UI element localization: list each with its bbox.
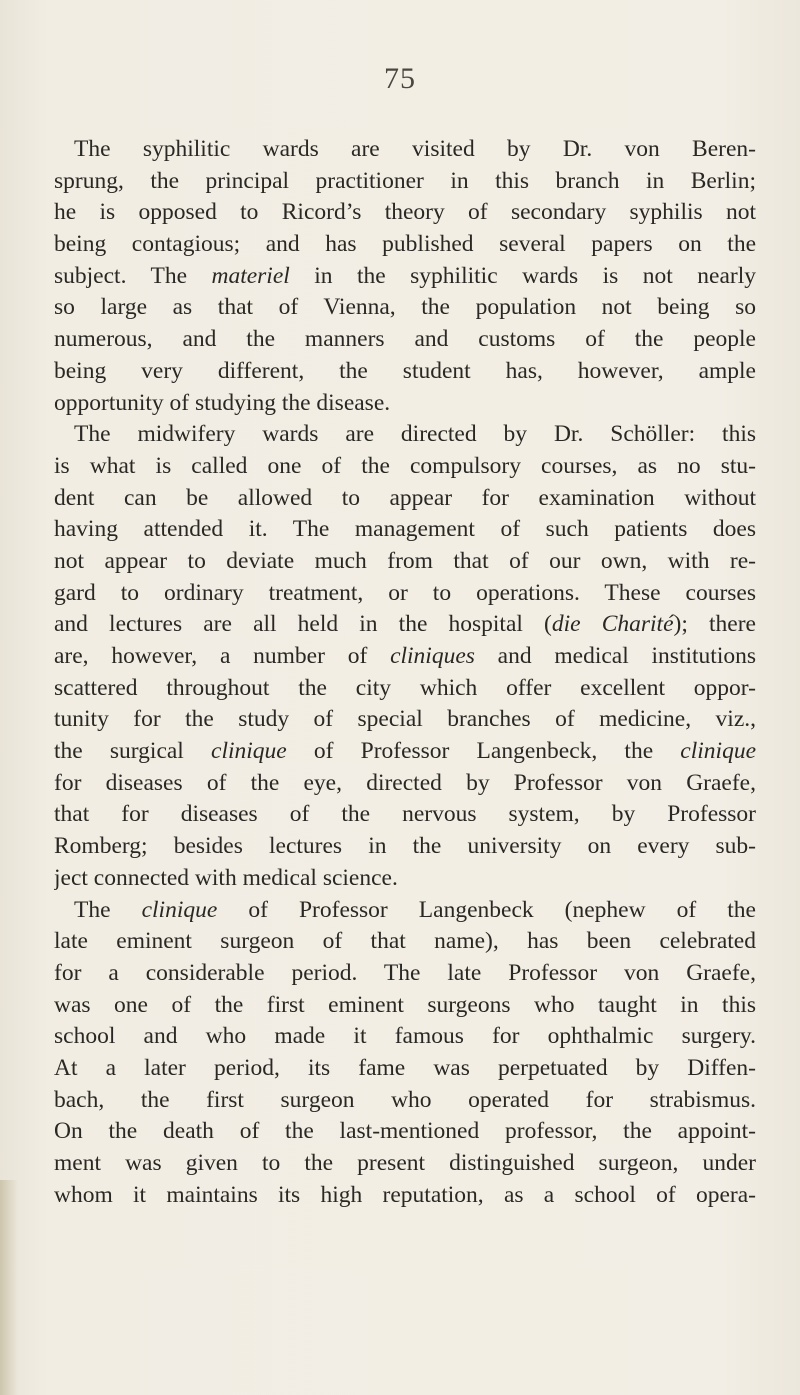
text-run: was one of the first eminent surgeons who taught in this xyxy=(54,991,756,1018)
text-run: sprung, the principal practitioner in this branch in Berlin; xyxy=(54,167,756,194)
text-run: ject connected with medical science. xyxy=(54,864,398,891)
text-run: The syphilitic wards are visited by Dr. von Beren- xyxy=(74,136,756,162)
text-run: ment was given to the present distinguished surgeon, under xyxy=(54,1150,756,1176)
text-line xyxy=(54,1180,756,1212)
text-line xyxy=(54,1085,756,1117)
text-line xyxy=(54,609,756,641)
text-run: gard to ordinary treatment, or to operations. These courses xyxy=(54,579,756,606)
body-text xyxy=(54,134,756,1211)
text-line xyxy=(54,768,756,800)
text-run: and lectures are all held in the hospital ( xyxy=(54,611,552,638)
text-run: school and who made it famous for ophthalmic surgery. xyxy=(54,1023,756,1050)
text-run: having attended it. The management of such patients does xyxy=(54,516,756,543)
text-line xyxy=(54,926,756,958)
italic-text: die Charité xyxy=(551,611,674,638)
text-line xyxy=(54,895,756,927)
text-line xyxy=(54,388,756,420)
text-run: for diseases of the eye, directed by Professor von Graefe, xyxy=(54,769,756,796)
text-line xyxy=(54,229,756,261)
text-run: opportunity of studying the disease. xyxy=(54,389,391,416)
text-run: late eminent surgeon of that name), has been celebrated xyxy=(54,928,756,955)
text-run: subject. The xyxy=(54,262,212,289)
text-run: in the syphilitic wards is not nearly xyxy=(289,262,756,289)
text-line xyxy=(54,1116,756,1148)
italic-text: clinique xyxy=(141,896,218,923)
text-line xyxy=(54,546,756,578)
text-line xyxy=(54,578,756,610)
text-line xyxy=(54,514,756,546)
text-run: of Professor Langenbeck (nephew of the xyxy=(217,896,756,923)
italic-text: clinique xyxy=(211,738,287,765)
text-line xyxy=(54,197,756,229)
text-run: so large as that of Vienna, the population not being so xyxy=(54,294,756,321)
italic-text: materiel xyxy=(211,262,290,289)
text-run: of Professor Langenbeck, the xyxy=(286,738,681,765)
text-line xyxy=(54,166,756,198)
text-line xyxy=(54,736,756,768)
text-line xyxy=(54,451,756,483)
text-run: dent can be allowed to appear for examination without xyxy=(54,484,756,511)
text-run: numerous, and the manners and customs of the people xyxy=(54,326,756,353)
text-line xyxy=(54,831,756,863)
text-line xyxy=(54,1148,756,1180)
text-run: that for diseases of the nervous system, by Professor xyxy=(54,801,756,828)
text-run: for a considerable period. The late Professor von Graefe, xyxy=(54,959,756,986)
text-line xyxy=(54,1021,756,1053)
text-line xyxy=(54,483,756,515)
text-line xyxy=(54,261,756,293)
text-line xyxy=(54,1053,756,1085)
text-run: are, however, a number of xyxy=(54,643,391,669)
text-line xyxy=(54,673,756,705)
text-line xyxy=(54,134,756,166)
text-run: bach, the first surgeon who operated for strabismus. xyxy=(54,1086,756,1113)
text-line xyxy=(54,419,756,451)
text-run: whom it maintains its high reputation, as a school of opera- xyxy=(54,1181,756,1208)
text-run: the surgical xyxy=(54,738,212,765)
text-line xyxy=(54,990,756,1022)
text-run: On the death of the last-mentioned professor, the appoint- xyxy=(54,1118,756,1145)
text-line xyxy=(54,958,756,990)
text-run: tunity for the study of special branches of medicine, viz., xyxy=(54,706,756,733)
text-line xyxy=(54,356,756,388)
text-run: ); there xyxy=(673,611,756,638)
italic-text: clinique xyxy=(680,738,756,765)
text-run: At a later period, its fame was perpetuated by Diffen- xyxy=(54,1054,756,1081)
text-line xyxy=(54,324,756,356)
text-run: and medical institutions xyxy=(474,643,756,669)
text-run: scattered throughout the city which offer excellent oppor- xyxy=(54,674,756,701)
page-stain xyxy=(0,1180,18,1395)
text-run: being very different, the student has, however, ample xyxy=(54,357,756,384)
text-line xyxy=(54,704,756,736)
text-run: he is opposed to Ricord’s theory of secondary syphilis not xyxy=(54,199,756,226)
italic-text: cliniques xyxy=(390,643,475,669)
text-line xyxy=(54,292,756,324)
text-line xyxy=(54,863,756,895)
text-run: not appear to deviate much from that of our own, with re- xyxy=(54,547,756,574)
text-run: The midwifery wards are directed by Dr. Schöller: this xyxy=(74,421,756,448)
text-line xyxy=(54,799,756,831)
page-number: 75 xyxy=(384,62,416,95)
text-run: being contagious; and has published several papers on the xyxy=(54,231,756,258)
text-line xyxy=(54,641,756,673)
text-run: The xyxy=(74,896,142,923)
text-run: is what is called one of the compulsory courses, as no stu- xyxy=(54,452,756,479)
text-run: Romberg; besides lectures in the university on every sub- xyxy=(54,833,756,860)
